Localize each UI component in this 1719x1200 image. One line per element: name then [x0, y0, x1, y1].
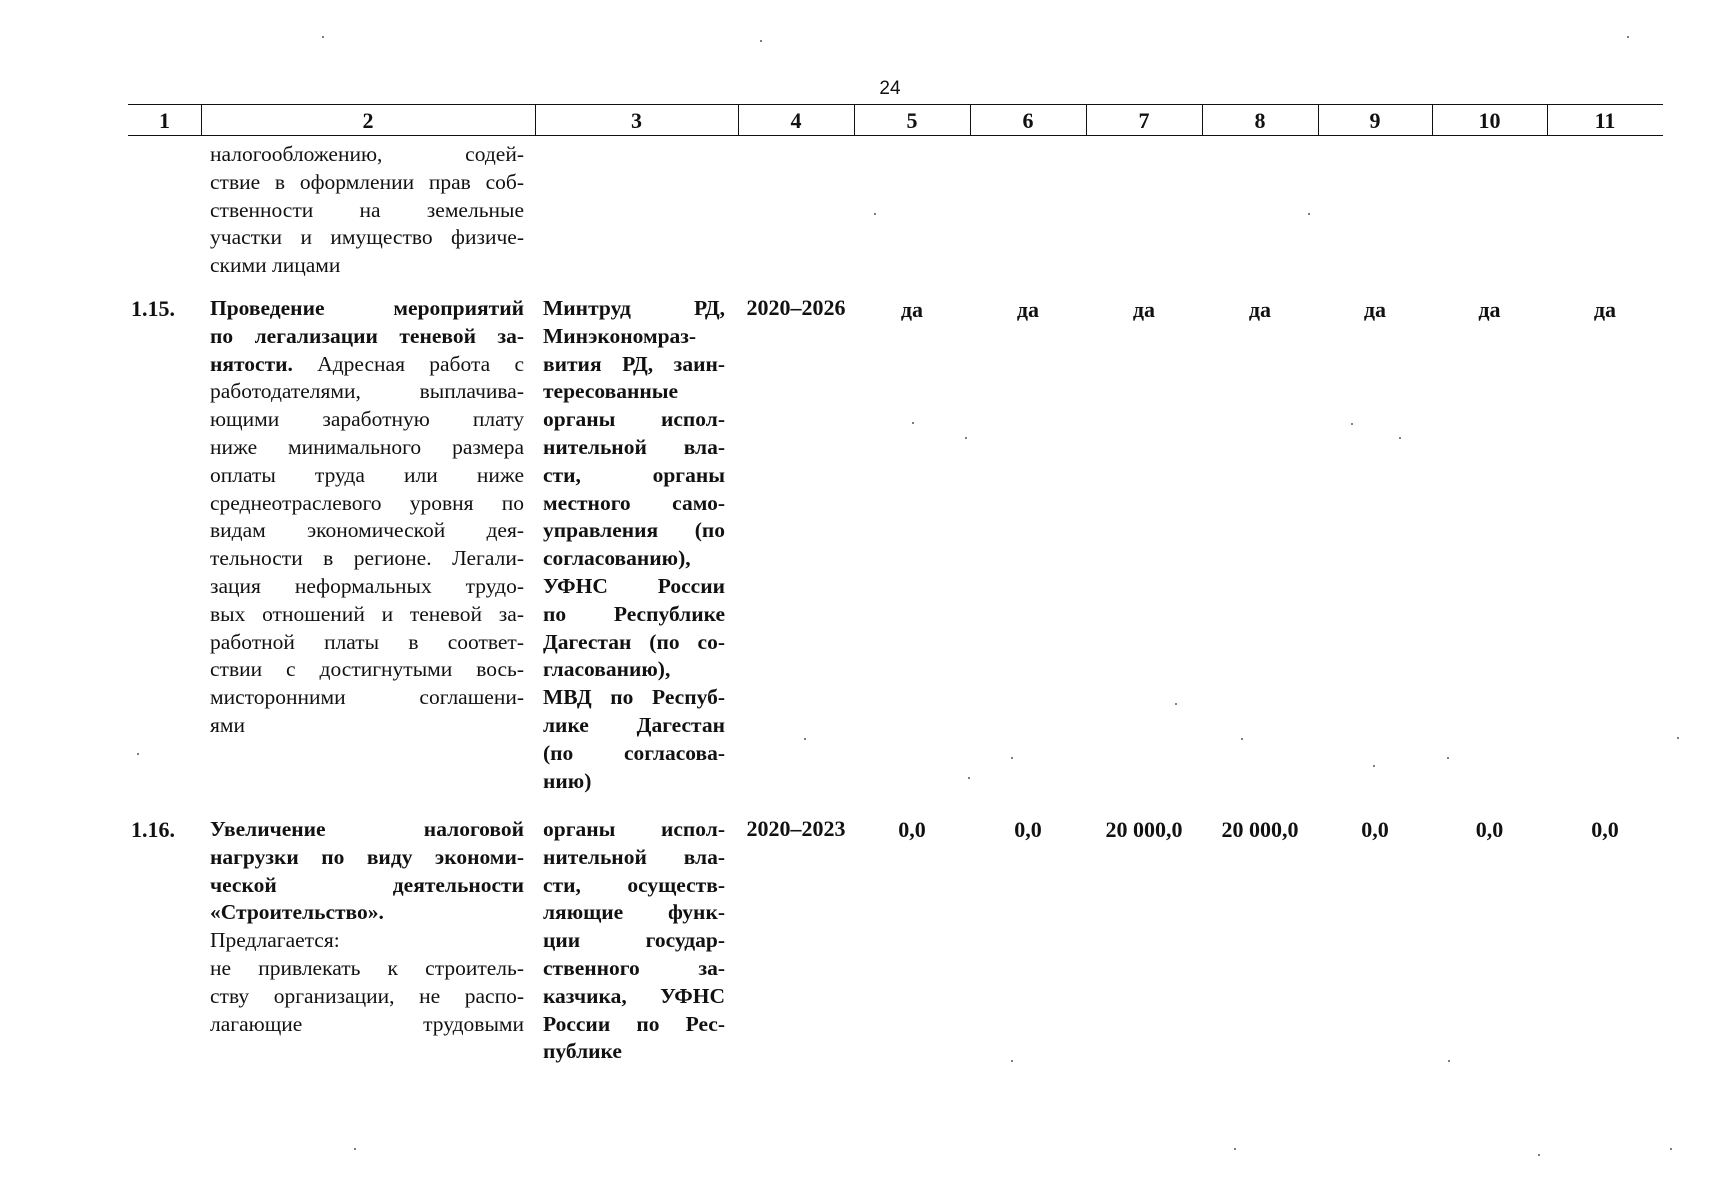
value-cell: 0,0 [898, 817, 926, 842]
scan-speck [874, 213, 876, 215]
value-cell: да [900, 297, 924, 322]
scan-speck [137, 753, 139, 755]
scan-speck [1234, 1148, 1236, 1150]
measure-description: Увеличение налоговой нагрузки по виду экономи- ческой деятельности «Строительство». Предлагается: не привлекать к строитель- ству организации, не распо- лагающие трудовыми [210, 817, 524, 1036]
value-cell: да [1132, 297, 1156, 322]
scan-speck [1241, 738, 1243, 740]
column-header: 10 [1478, 108, 1501, 133]
scan-speck [1011, 1060, 1013, 1062]
scan-speck [1308, 213, 1310, 215]
column-header: 7 [1138, 108, 1150, 133]
column-header: 3 [631, 108, 642, 133]
scan-speck [912, 422, 914, 424]
scan-speck [760, 40, 762, 42]
continuation-description: налогообложению, содей- ствие в оформлении прав соб- ственности на земельные участки и имущество физиче- скими лицами [210, 142, 524, 278]
column-header: 2 [362, 108, 374, 133]
scan-speck [1447, 757, 1449, 759]
scan-speck [1175, 703, 1177, 705]
page-number: 24 [879, 78, 901, 99]
executors: Минтруд РД, Минэкономраз- вития РД, заин- тересованные органы испол- нительной вла- сти, органы местного само- управления (по согласованию), УФНС России по Республике Дагестан (по со- гласованию), МВД по Респуб- лике Дагестан (по согласова- нию) [543, 296, 725, 793]
column-header: 4 [790, 108, 802, 133]
scan-speck [1670, 1148, 1672, 1150]
value-cell: да [1363, 297, 1387, 322]
column-header: 1 [159, 108, 170, 133]
scan-speck [354, 1148, 356, 1150]
column-header: 11 [1594, 108, 1616, 133]
scan-speck [1399, 437, 1401, 439]
scan-speck [965, 437, 967, 439]
executors: органы испол- нительной вла- сти, осуществ- ляющие функ- ции государ- ственного за- казчика, УФНС России по Рес- публике [543, 817, 725, 1064]
column-header: 8 [1254, 108, 1266, 133]
scan-speck [1538, 1154, 1540, 1156]
period: 2020–2026 [746, 295, 846, 320]
scan-speck [1627, 36, 1629, 38]
value-cell: да [1248, 297, 1272, 322]
measure-description: Проведение мероприятий по легализации теневой за- нятости. Адресная работа с работодателями, выплачива- ющими заработную плату ниже минимального размера оплаты труда или ниже среднеотраслевого уровня по видам экономической дея- тельности в регионе. Легали- зация неформальных трудо- вых отношений и теневой за- работной платы в соответ- ствии с достигнутыми вось- мисторонними соглашени- ями [210, 296, 524, 737]
scan-speck [1373, 765, 1375, 767]
row-number: 1.15. [131, 296, 175, 321]
scan-speck [1351, 423, 1353, 425]
value-cell: 20 000,0 [1105, 817, 1183, 842]
row-number: 1.16. [131, 817, 175, 842]
value-cell: 0,0 [1014, 817, 1042, 842]
value-cell: да [1016, 297, 1040, 322]
value-cell: 0,0 [1591, 817, 1619, 842]
value-cell: да [1593, 297, 1617, 322]
column-header: 6 [1022, 108, 1034, 133]
value-cell: 0,0 [1361, 817, 1389, 842]
scan-speck [968, 777, 970, 779]
value-cell: 0,0 [1475, 817, 1504, 842]
scan-speck [1011, 757, 1013, 759]
period: 2020–2023 [746, 816, 846, 841]
value-cell: да [1478, 297, 1501, 322]
scan-speck [322, 36, 324, 38]
scan-speck [804, 738, 806, 740]
column-header: 5 [906, 108, 918, 133]
scan-speck [1448, 1060, 1450, 1062]
column-header: 9 [1369, 108, 1381, 133]
value-cell: 20 000,0 [1221, 817, 1299, 842]
scan-speck [1677, 737, 1679, 739]
